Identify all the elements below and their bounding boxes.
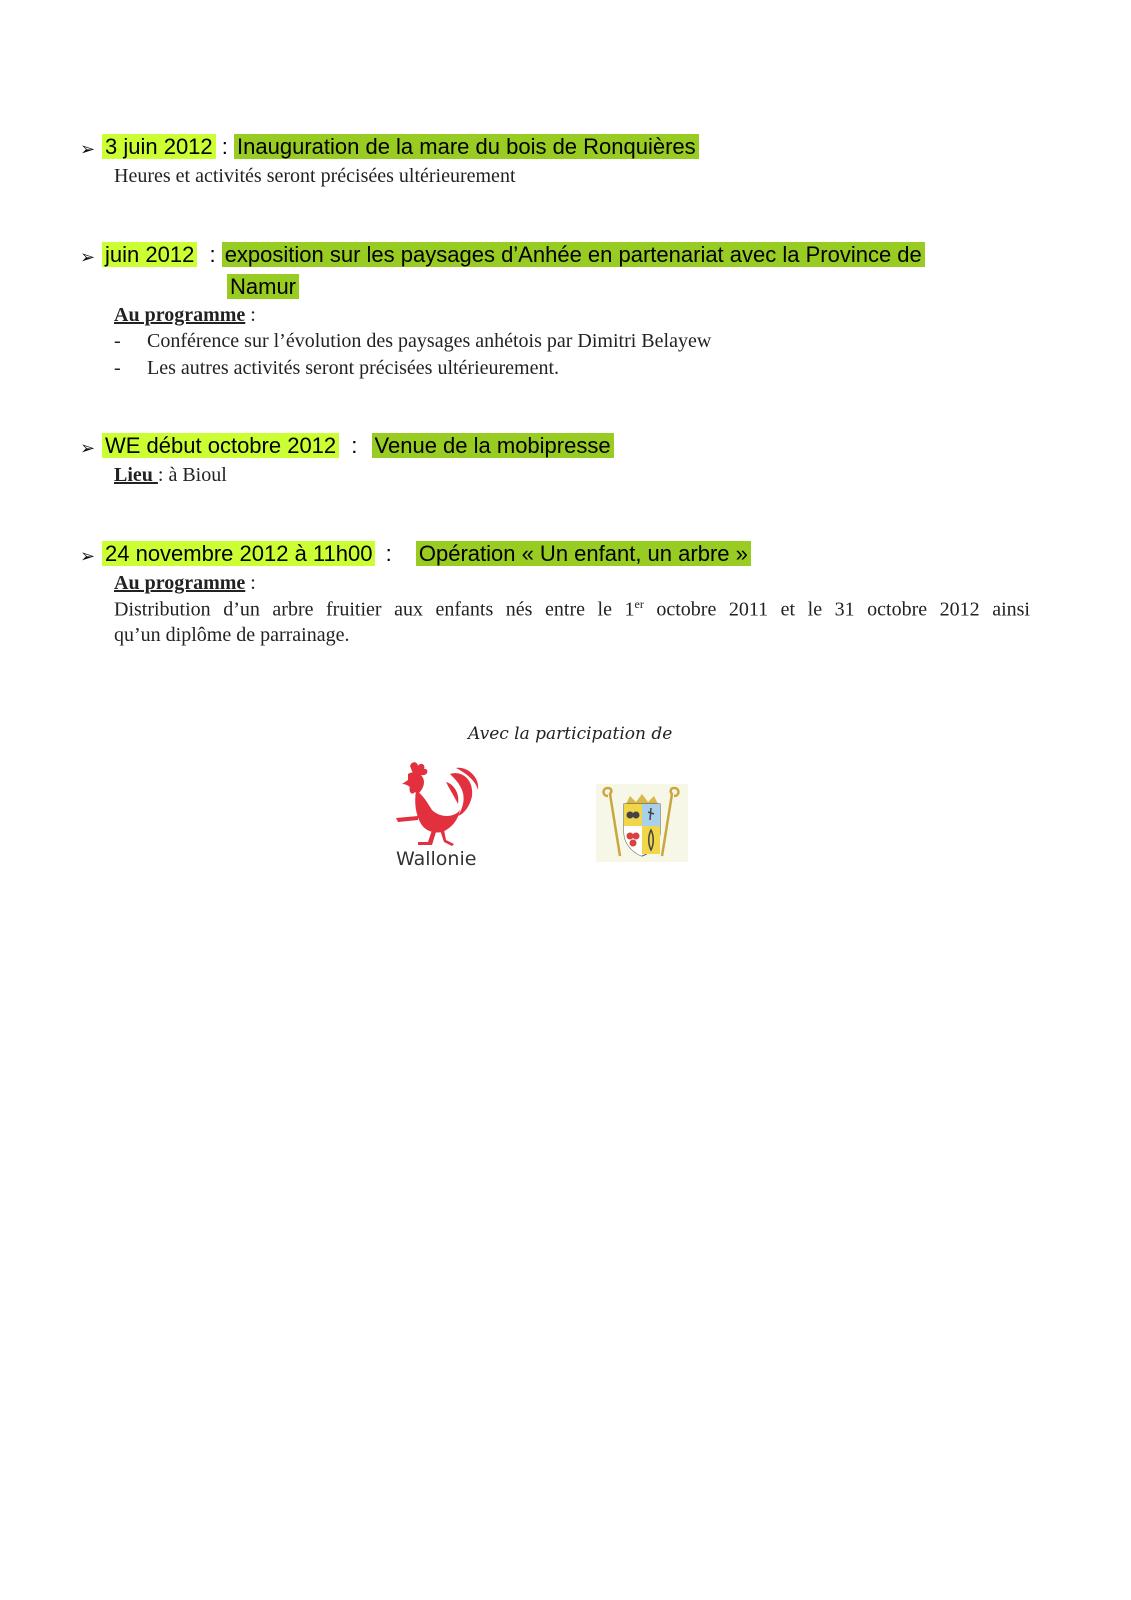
event-1-note: Heures et activités seront précisées ultérieurement: [114, 165, 516, 187]
bullet-icon: ➢: [80, 247, 96, 268]
event-2-program: [114, 304, 256, 327]
event-3-place: [114, 464, 227, 487]
coat-of-arms-logo: [596, 784, 688, 862]
event-4-desc-part2: octobre 2011 et le 31 octobre 2012 ainsi: [643, 598, 1030, 621]
event-4-date: 24 novembre 2012 à 11h00: [102, 541, 375, 566]
bullet-icon: ➢: [80, 438, 96, 459]
event-4-sep: :: [385, 541, 392, 566]
bullet-icon: ➢: [80, 546, 96, 567]
event-2-title-line2-wrap: [227, 274, 299, 300]
event-1-date: 3 juin 2012: [102, 134, 216, 159]
rooster-icon: [388, 760, 484, 850]
event-4-desc-part1: Distribution d’un arbre fruitier aux enfants nés entre le 1: [114, 598, 635, 621]
wallonie-logo: [388, 760, 484, 878]
participation-text: Avec la participation de: [468, 724, 673, 744]
event-4-program-colon: :: [250, 572, 256, 594]
wallonie-label: Wallonie: [396, 848, 477, 870]
event-4-title: Opération « Un enfant, un arbre »: [416, 541, 751, 566]
event-4-desc-sup: er: [634, 597, 644, 611]
bullet-icon: ➢: [80, 139, 96, 160]
event-1-header: [102, 134, 699, 160]
event-2-item-1: Conférence sur l’évolution des paysages anhétois par Dimitri Belayew: [147, 330, 712, 352]
event-1-sep: :: [221, 134, 228, 159]
event-3-title: Venue de la mobipresse: [372, 433, 614, 458]
dash-icon: -: [114, 357, 121, 379]
dash-icon: -: [114, 330, 121, 352]
event-4-header: [102, 541, 751, 567]
event-3-header: [102, 433, 614, 459]
event-2-title-line2: Namur: [227, 274, 299, 299]
event-3-date: WE début octobre 2012: [102, 433, 339, 458]
event-2-sep: :: [209, 242, 216, 267]
event-3-place-value: : à Bioul: [157, 464, 227, 486]
event-2-program-label: Au programme: [114, 304, 246, 326]
event-4-desc: [114, 597, 1030, 622]
event-2-item-2: Les autres activités seront précisées ultérieurement.: [147, 357, 560, 379]
event-2-date: juin 2012: [102, 242, 197, 267]
event-4-desc-line2: qu’un diplôme de parrainage.: [114, 624, 350, 646]
event-2-header: [102, 242, 925, 268]
coat-of-arms-icon: [596, 784, 688, 862]
event-3-sep: :: [351, 433, 358, 458]
event-4-program: [114, 572, 256, 595]
event-3-place-label: Lieu: [114, 464, 158, 486]
event-2-program-colon: :: [250, 304, 256, 326]
event-4-desc-line1: [114, 597, 1030, 622]
event-4-program-label: Au programme: [114, 572, 246, 594]
event-1-title: Inauguration de la mare du bois de Ronquières: [234, 134, 699, 159]
event-2-title-line1: exposition sur les paysages d’Anhée en partenariat avec la Province de: [222, 242, 925, 267]
